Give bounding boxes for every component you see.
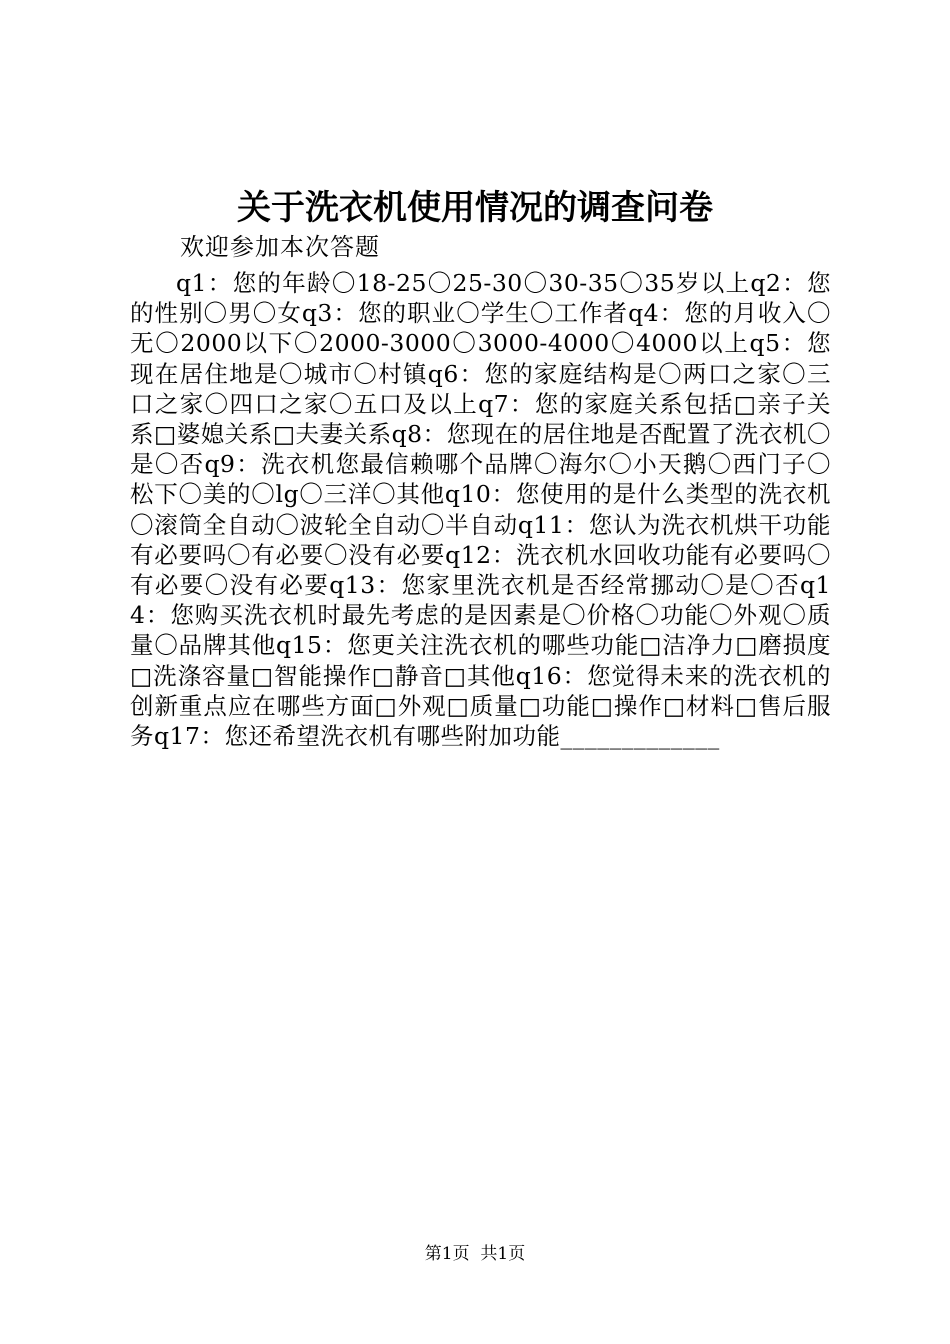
welcome-text: 欢迎参加本次答题 — [180, 233, 380, 261]
page-footer — [0, 1242, 950, 1266]
page-title: 关于洗衣机使用情况的调查问卷 — [237, 188, 713, 228]
questionnaire-body: q1：您的年龄〇18-25〇25-30〇30-35〇35岁以上q2：您的性别〇男〇女q3：您的职业〇学生〇工作者q4：您的月收入〇无〇2000以下〇2000-3000〇3000-4000〇4000以上q5：您现在居住地是〇城市〇村镇q6：您的家庭结构是〇两口之家〇三口之家〇四口之家〇五口及以上q7：您的家庭关系包括□亲子关系□婆媳关系□夫妻关系q8：您现在的居住地是否配置了洗衣机〇是〇否q9：洗衣机您最信赖哪个品牌〇海尔〇小天鹅〇西门子〇松下〇美的〇lg〇三洋〇其他q10：您使用的是什么类型的洗衣机〇滚筒全自动〇波轮全自动〇半自动q11：您认为洗衣机烘干功能有必要吗〇有必要〇没有必要q12：洗衣机水回收功能有必要吗〇有必要〇没有必要q13：您家里洗衣机是否经常挪动〇是〇否q14：您购买洗衣机时最先考虑的是因素是〇价格〇功能〇外观〇质量〇品牌其他q15：您更关注洗衣机的哪些功能□洁净力□磨损度□洗涤容量□智能操作□静音□其他q16：您觉得未来的洗衣机的创新重点应在哪些方面□外观□质量□功能□操作□材料□售后服务q17：您还希望洗衣机有哪些附加功能_____________ — [130, 269, 831, 751]
page-number: 第1页 共1页 — [424, 1244, 526, 1264]
